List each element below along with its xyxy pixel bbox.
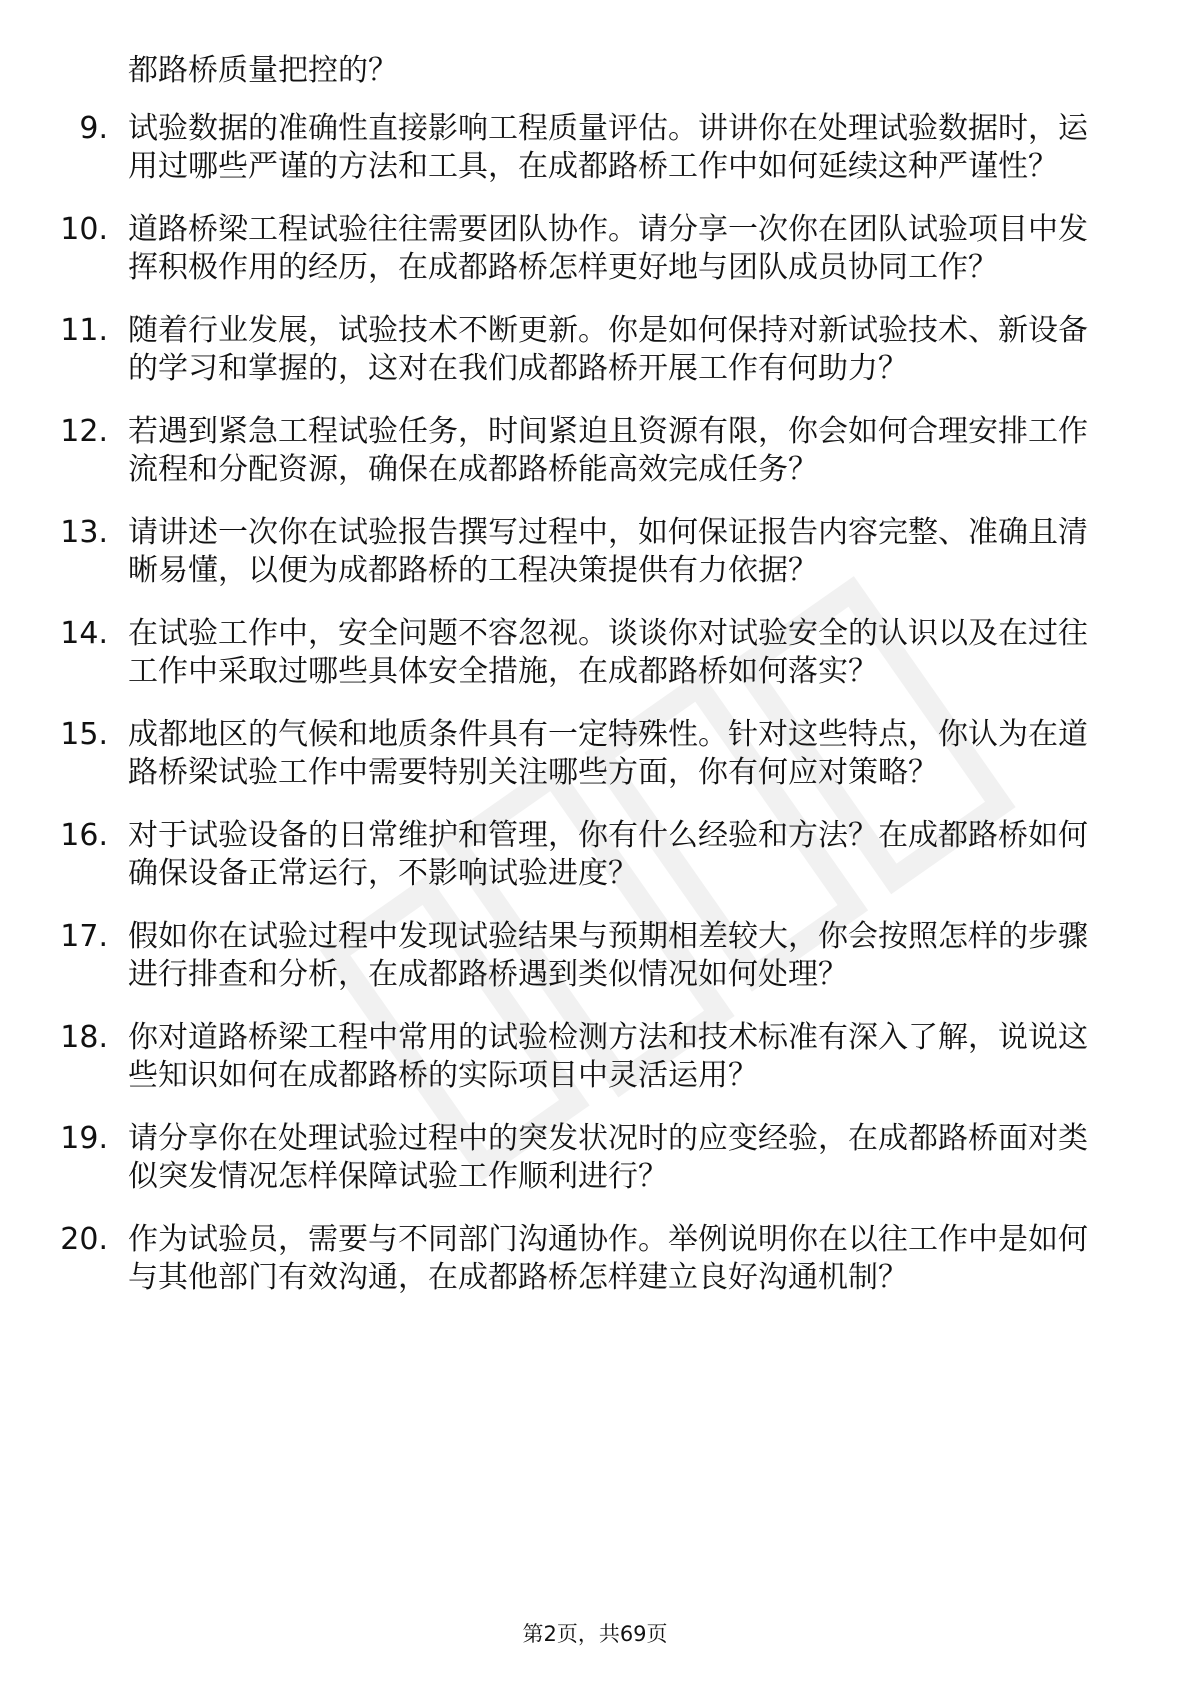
question-text: 道路桥梁工程试验往往需要团队协作。请分享一次你在团队试验项目中发挥积极作用的经历，在成都路桥怎样更好地与团队成员协同工作？ bbox=[128, 212, 1088, 285]
question-item bbox=[0, 413, 1190, 489]
question-number: 19. bbox=[60, 1121, 108, 1156]
question-item bbox=[0, 615, 1190, 691]
question-item bbox=[0, 817, 1190, 893]
question-number: 9. bbox=[79, 111, 108, 146]
question-item bbox=[0, 312, 1190, 388]
question-item bbox=[0, 1120, 1190, 1196]
question-number: 15. bbox=[60, 717, 108, 752]
question-item bbox=[0, 1221, 1190, 1297]
question-number: 14. bbox=[60, 616, 108, 651]
question-number: 13. bbox=[60, 515, 108, 550]
question-item bbox=[0, 918, 1190, 994]
question-number: 18. bbox=[60, 1020, 108, 1055]
question-item bbox=[0, 211, 1190, 287]
question-text: 请讲述一次你在试验报告撰写过程中，如何保证报告内容完整、准确且清晰易懂，以便为成都路桥的工程决策提供有力依据？ bbox=[128, 515, 1088, 588]
question-text: 请分享你在处理试验过程中的突发状况时的应变经验，在成都路桥面对类似突发情况怎样保障试验工作顺利进行？ bbox=[128, 1121, 1088, 1194]
question-text: 作为试验员，需要与不同部门沟通协作。举例说明你在以往工作中是如何与其他部门有效沟通，在成都路桥怎样建立良好沟通机制？ bbox=[128, 1222, 1088, 1295]
question-number: 20. bbox=[60, 1222, 108, 1257]
question-text: 对于试验设备的日常维护和管理，你有什么经验和方法？在成都路桥如何确保设备正常运行，不影响试验进度？ bbox=[128, 818, 1088, 891]
continued-question-text: 都路桥质量把控的？ bbox=[128, 53, 398, 88]
question-number: 12. bbox=[60, 414, 108, 449]
question-text: 随着行业发展，试验技术不断更新。你是如何保持对新试验技术、新设备的学习和掌握的，这对在我们成都路桥开展工作有何助力？ bbox=[128, 313, 1088, 386]
question-number: 16. bbox=[60, 818, 108, 853]
question-text: 你对道路桥梁工程中常用的试验检测方法和技术标准有深入了解，说说这些知识如何在成都路桥的实际项目中灵活运用？ bbox=[128, 1020, 1088, 1093]
question-item bbox=[0, 716, 1190, 792]
page-footer: 第2页，共69页 bbox=[522, 1622, 668, 1646]
question-number: 17. bbox=[60, 919, 108, 954]
question-item bbox=[0, 1019, 1190, 1095]
question-text: 成都地区的气候和地质条件具有一定特殊性。针对这些特点，你认为在道路桥梁试验工作中需要特别关注哪些方面，你有何应对策略？ bbox=[128, 717, 1088, 790]
question-item bbox=[0, 514, 1190, 590]
question-text: 假如你在试验过程中发现试验结果与预期相差较大，你会按照怎样的步骤进行排查和分析，在成都路桥遇到类似情况如何处理？ bbox=[128, 919, 1088, 992]
question-list bbox=[0, 110, 1190, 1322]
question-number: 11. bbox=[60, 313, 108, 348]
question-text: 若遇到紧急工程试验任务，时间紧迫且资源有限，你会如何合理安排工作流程和分配资源，确保在成都路桥能高效完成任务？ bbox=[128, 414, 1088, 487]
question-text: 试验数据的准确性直接影响工程质量评估。讲讲你在处理试验数据时，运用过哪些严谨的方法和工具，在成都路桥工作中如何延续这种严谨性？ bbox=[128, 111, 1088, 184]
question-item bbox=[0, 110, 1190, 186]
question-text: 在试验工作中，安全问题不容忽视。谈谈你对试验安全的认识以及在过往工作中采取过哪些具体安全措施，在成都路桥如何落实？ bbox=[128, 616, 1088, 689]
question-number: 10. bbox=[60, 212, 108, 247]
